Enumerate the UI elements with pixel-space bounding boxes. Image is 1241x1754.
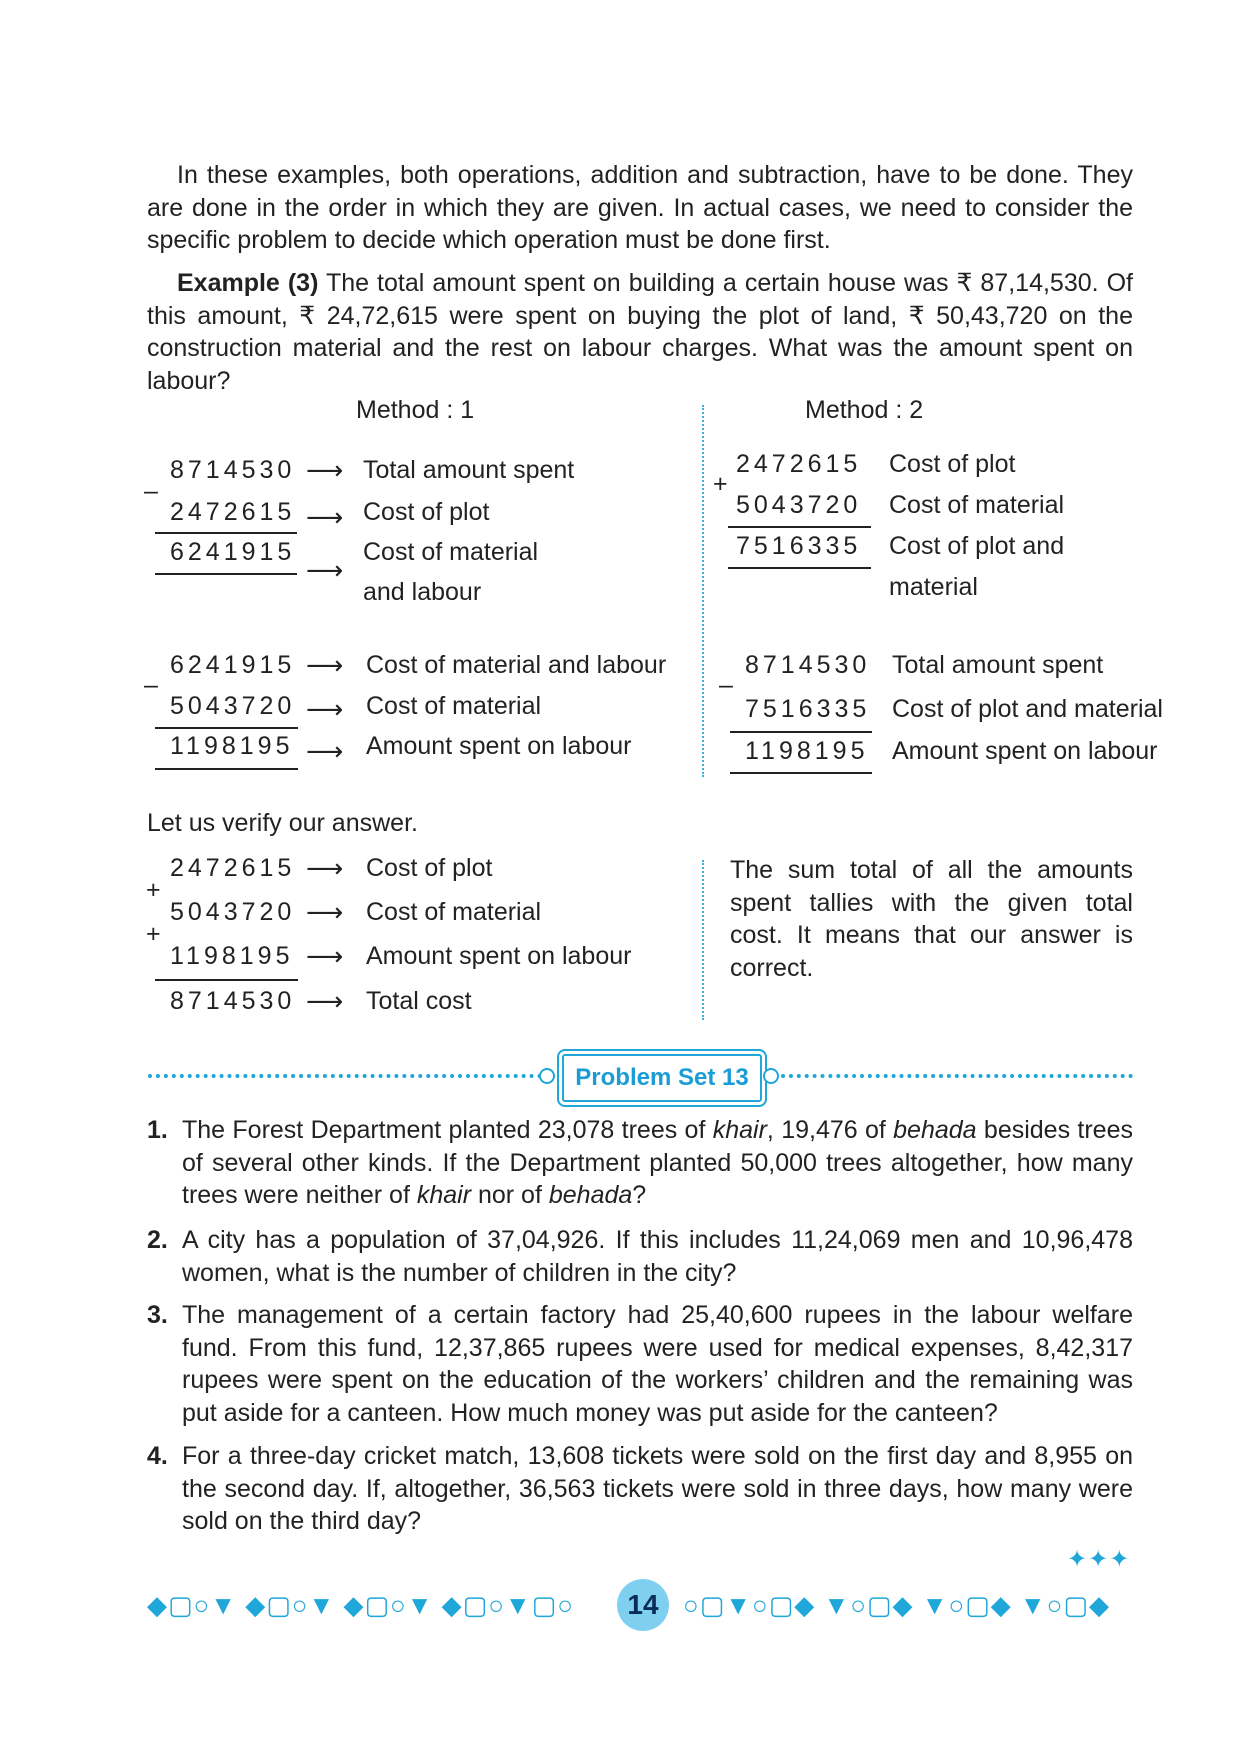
m2b1-value-3: 7516335 <box>736 532 862 560</box>
verify-value-3: 1198195 <box>170 942 294 970</box>
m1b2-value-3: 1198195 <box>170 732 294 760</box>
problem-1-italic: behada <box>893 1116 977 1144</box>
problem-set-line-right <box>781 1074 1133 1078</box>
problem-1-part: nor of <box>471 1181 549 1209</box>
intro-paragraph: In these examples, both operations, addition and subtraction, have to be done. They are done in the order in which they are given. In actual cases, we need to consider the specific problem to decide which operation must be done first. <box>147 161 1133 254</box>
problem-1-italic: behada <box>548 1181 633 1209</box>
m1b1-rule-top <box>155 532 297 534</box>
m2b1-value-1: 2472615 <box>736 450 862 478</box>
verify-arrow-2: ⟶ <box>306 897 344 927</box>
problem-4-number: 4. <box>147 1442 168 1470</box>
m1b1-value-1: 8714530 <box>170 456 296 484</box>
verify-operator-1: + <box>146 876 161 904</box>
m1b1-label-3: Cost of material <box>363 538 539 566</box>
m1b1-label-3-cont: and labour <box>363 578 482 606</box>
m2b2-rule-top <box>730 731 872 733</box>
m1b1-value-3: 6241915 <box>170 538 296 566</box>
verify-arrow-4: ⟶ <box>306 986 344 1016</box>
m1b2-rule-bottom <box>155 768 298 770</box>
problem-1-part: , 19,476 of <box>766 1116 894 1144</box>
problem-3-text: The management of a certain factory had 25,40,600 rupees in the labour welfare fund. From this fund, 12,37,865 rupees were used for medical expenses, 8,42,317 rupees were spent on the education of the workers’ children and the remaining was put aside for a canteen. How much money was put aside for the canteen? <box>182 1301 1133 1427</box>
example-text: The total amount spent on building a certain house was ₹ 87,14,530. Of this amount, ₹ 24,72,615 were spent on buying the plot of land, ₹ 50,43,720 on the construction material and the rest on labour charges. What was the amount spent on labour? <box>147 269 1133 395</box>
m1b1-label-2: Cost of plot <box>363 498 490 526</box>
problem-1-part: besides trees of several other kinds. If the Department planted 50,000 trees altogether, how many trees were neither of <box>182 1116 1133 1209</box>
m1b2-arrow-2: ⟶ <box>306 694 344 724</box>
footer-ornament-right-icon: ○▢▼○▢◆ ▼○▢◆ ▼○▢◆ ▼○▢◆ <box>683 1590 1110 1620</box>
problem-1-number: 1. <box>147 1116 168 1144</box>
problem-1-italic: khair <box>416 1181 472 1209</box>
m1b1-rule-bottom <box>155 573 297 575</box>
page-number: 14 <box>617 1579 669 1631</box>
m1b2-value-1: 6241915 <box>170 651 296 679</box>
m1b2-arrow-1: ⟶ <box>306 650 344 680</box>
m2b2-value-3: 1198195 <box>745 737 869 765</box>
verify-divider <box>702 860 704 1020</box>
m1b1-arrow-3: ⟶ <box>306 555 344 585</box>
problem-2-text: A city has a population of 37,04,926. If this includes 11,24,069 men and 10,96,478 women, what is the number of children in the city? <box>182 1226 1133 1287</box>
m2b1-label-1: Cost of plot <box>889 450 1016 478</box>
example-paragraph <box>147 267 1133 397</box>
m2b1-label-3-cont: material <box>889 573 978 601</box>
problem-1-part: The Forest Department planted 23,078 trees of <box>182 1116 713 1144</box>
m1b1-label-1: Total amount spent <box>363 456 575 484</box>
verify-label-4: Total cost <box>366 987 472 1015</box>
problem-3-number: 3. <box>147 1301 168 1329</box>
verify-value-4: 8714530 <box>170 987 296 1015</box>
method2-heading: Method : 2 <box>805 396 924 424</box>
verify-label-3: Amount spent on labour <box>366 942 632 970</box>
method-divider <box>702 405 704 777</box>
verify-note: The sum total of all the amounts spent tallies with the given total cost. It means that our answer is correct. <box>730 856 1133 982</box>
verify-arrow-1: ⟶ <box>306 853 344 883</box>
problem-1-part: ? <box>632 1181 647 1209</box>
problem-set-ring-right <box>763 1068 779 1084</box>
problem-set-ring-left <box>539 1068 555 1084</box>
problem-2-number: 2. <box>147 1226 168 1254</box>
m2b1-rule-bottom <box>728 567 871 569</box>
footer-ornament-left-icon: ◆▢○▼ ◆▢○▼ ◆▢○▼ ◆▢○▼▢○ <box>147 1590 574 1620</box>
verify-value-1: 2472615 <box>170 854 296 882</box>
m2b2-operator: – <box>719 671 733 699</box>
m2b1-label-3: Cost of plot and <box>889 532 1065 560</box>
problem-1-text <box>182 1114 1133 1212</box>
m1b1-operator: – <box>144 477 158 505</box>
m1b1-arrow-1: ⟶ <box>306 455 344 485</box>
verify-label-1: Cost of plot <box>366 854 493 882</box>
m1b2-label-1: Cost of material and labour <box>366 651 667 679</box>
problem-4-text: For a three-day cricket match, 13,608 tickets were sold on the first day and 8,955 on the second day. If, altogether, 36,563 tickets were sold in three days, how many were sold on the third day? <box>182 1442 1133 1535</box>
m1b2-label-3: Amount spent on labour <box>366 732 632 760</box>
verify-value-2: 5043720 <box>170 898 296 926</box>
problem-set-line-left <box>148 1074 542 1078</box>
verify-label-2: Cost of material <box>366 898 542 926</box>
verify-heading: Let us verify our answer. <box>147 809 418 837</box>
m2b2-label-2: Cost of plot and material <box>892 695 1163 723</box>
m2b2-label-1: Total amount spent <box>892 651 1104 679</box>
m2b1-rule-top <box>728 526 871 528</box>
m2b2-rule-bottom <box>730 772 872 774</box>
m1b2-label-2: Cost of material <box>366 692 542 720</box>
m2b2-label-3: Amount spent on labour <box>892 737 1158 765</box>
verify-arrow-3: ⟶ <box>306 941 344 971</box>
m2b1-label-2: Cost of material <box>889 491 1065 519</box>
verify-operator-2: + <box>146 920 161 948</box>
m1b2-arrow-3: ⟶ <box>306 736 344 766</box>
problem-1-italic: khair <box>712 1116 767 1144</box>
problem-set-title: Problem Set 13 <box>562 1054 762 1102</box>
m1b2-rule-top <box>155 727 298 729</box>
m2b1-value-2: 5043720 <box>736 491 862 519</box>
verify-rule <box>155 979 298 981</box>
m2b2-value-2: 7516335 <box>745 695 871 723</box>
m1b1-value-2: 2472615 <box>170 498 296 526</box>
m2b1-operator: + <box>713 470 728 498</box>
m1b1-arrow-2: ⟶ <box>306 502 344 532</box>
example-label: Example (3) <box>177 269 319 297</box>
m1b2-operator: – <box>144 671 158 699</box>
method1-heading: Method : 1 <box>356 396 475 424</box>
end-mark-icon: ✦✦✦ <box>1067 1546 1131 1573</box>
m1b2-value-2: 5043720 <box>170 692 296 720</box>
m2b2-value-1: 8714530 <box>745 651 871 679</box>
